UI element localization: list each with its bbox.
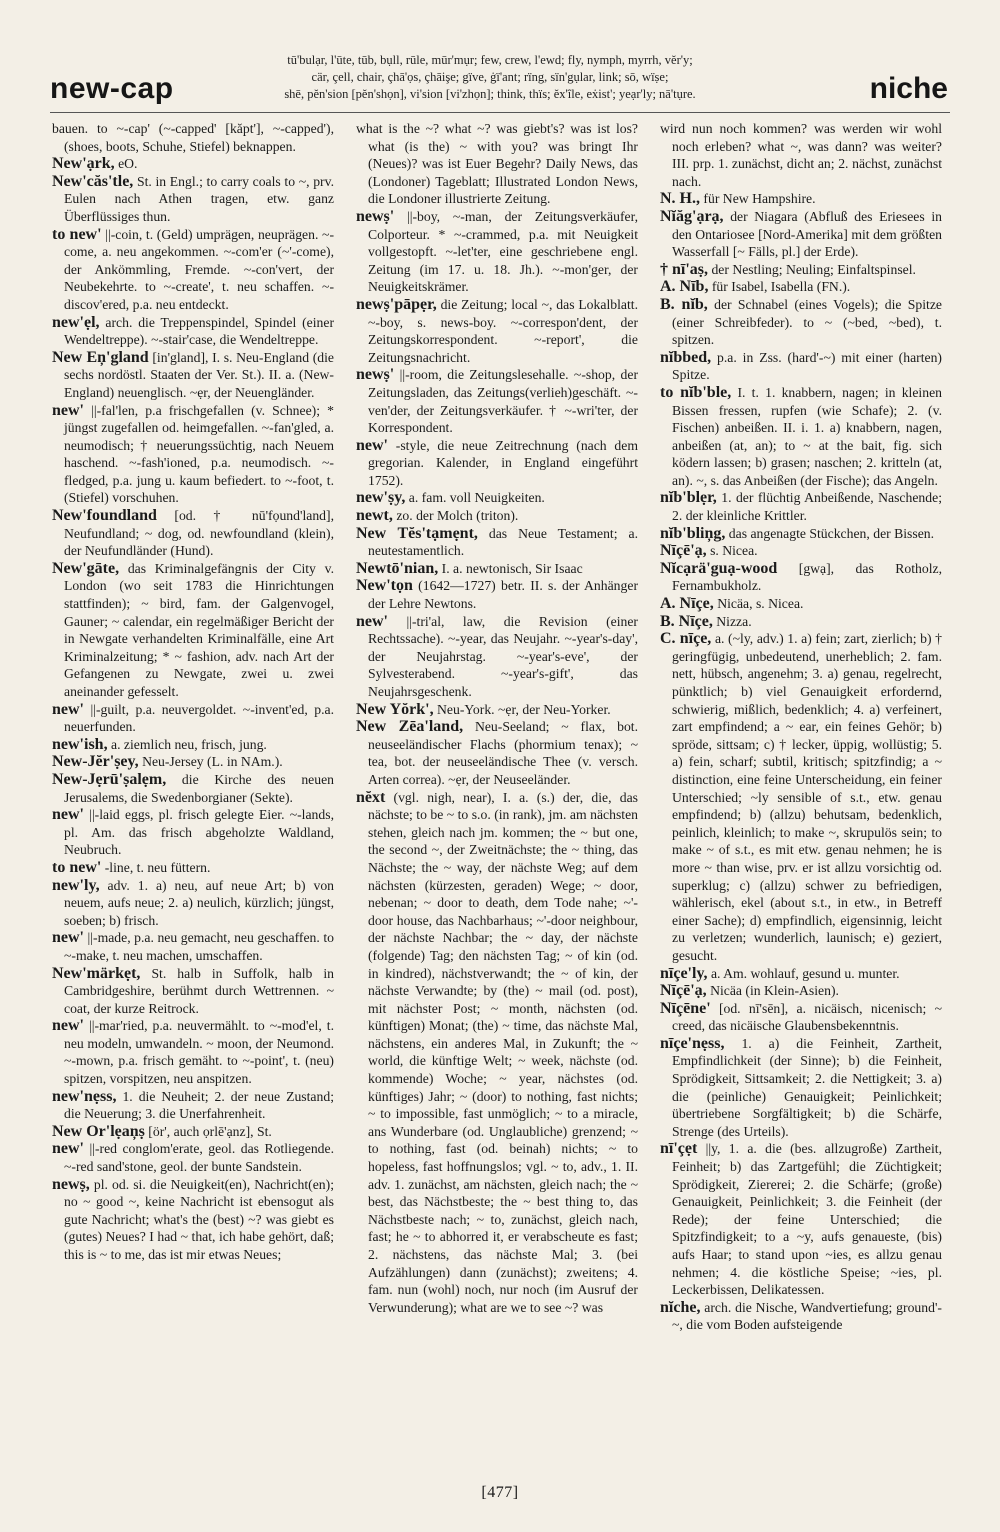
dictionary-entry [52, 771, 334, 806]
dictionary-entry [660, 1035, 942, 1141]
entry-headword: New'tọn [356, 577, 413, 595]
dictionary-entry [52, 1176, 334, 1264]
entry-definition: ||-tri'al, law, die Revision (einer Rechtssache). ~-year, das Neujahr. ~-year's-day', der Neujahrstag. ~-year's-eve', der Sylvesterabend. ~-year's-gift', das Neujahrsgeschenk. [368, 613, 638, 699]
entry-headword: nĭb'bliņg, [660, 524, 726, 542]
entry-definition: ||-mar'ried, p.a. neuvermählt. to ~-mod'el, t. neu modeln, umwandeln. ~ moon, der Neumond. ~-mown, p.a. frisch gemäht. to ~-point', t. (neu) spitzen, vorspitzen, neu anspitzen. [64, 1018, 334, 1087]
dictionary-entry [660, 120, 942, 190]
dictionary-entry [52, 402, 334, 508]
dictionary-entry [52, 701, 334, 736]
entry-definition: a. (~ly, adv.) 1. a) fein; zart, zierlich; b) † geringfügig, unbedeutend, unerheblich; 2. fam. nett, hübsch, angenehm; 3. a) genau, regelrecht, pünktlich; b) viel Genauigkeit erfordernd, schwierig, mißlich, bedenklich; 4. a) verfeinert, zart empfindend; a ~ ear, ein feines Gehör; b) spröde, sittsam; c) † lecker, üppig, wollüstig; 5. a) fein, scharf; subtil, kritisch; spitzfindig; a ~ distinction, eine feine Unterscheidung, ein feiner Unterschied; ~ly sensible of s.t., etw. genau empfindend; b) (allzu) behutsam, bedenklich, peinlich, kleinlich; to make ~, skrupulös sein; to make ~ of s.t., es mit etw. genau nehmen; he is more ~ than wise, prv. er ist allzu vorsichtig od. superklug; c) (allzu) schwer zu befriedigen, wählerisch, ekel (about s.t., in etw., in Betreff einer Sache); d) empfindlich, eigensinnig, leicht zu verletzen; wunderlich, launisch; e) geziert, gesucht. [672, 631, 942, 963]
entry-headword: New-Jẹrū'ṣalẹm, [52, 770, 167, 788]
entry-definition: [gwạ], das Rotholz, Fernambukholz. [672, 560, 942, 594]
dictionary-entry [660, 542, 942, 560]
dictionary-entry [660, 296, 942, 349]
entry-definition: arch. die Nische, Wandvertiefung; ground'-~, die vom Boden aufsteigende [672, 1299, 942, 1333]
header-rule [50, 112, 950, 113]
entry-headword: nĭche, [660, 1298, 701, 1316]
page-number: [477] [481, 1484, 519, 1501]
entry-headword: new' [52, 700, 84, 718]
entry-headword: Nĭcạrä'guạ-wood [660, 559, 778, 577]
entry-headword: New Yŏrk', [356, 700, 434, 718]
entry-definition: ||-fal'len, p.a frischgefallen (v. Schnee); * jüngst zugefallen od. heimgefallen. ~-fan'gled, a. neumodisch; † neuerungssüchtig, nach Neuem haschend. ~-fash'ioned, p.a. neumodisch. ~-fledged, p.a. jung u. kaum befiedert. to ~-foot, t. (Stiefel) vorschuhen. [64, 402, 334, 506]
right-guide-word: niche [869, 72, 948, 105]
entry-headword: newṣ'pāpẹr, [356, 295, 437, 313]
dictionary-entry [52, 806, 334, 859]
entry-definition: I. a. newtonisch, Sir Isaac [441, 560, 583, 576]
dictionary-entry [660, 525, 942, 543]
entry-definition: what is the ~? what ~? was giebt's? was ist los? what (is the) ~ with you? was bringt Ihr (Neues)? was ist Euer Begehr? Daily News, das (Londoner) Tageblatt; Illustrated London News, die Londoner illustrierte Zeitung. [356, 121, 638, 207]
entry-headword: New'märkẹt, [52, 964, 141, 982]
entry-definition: ||y, 1. a. die (bes. allzugroße) Zartheit, Feinheit; b) das Zartgefühl; die Züchtigkeit; Sprödigkeit, Ziererei; 2. die Schärfe; (große) Genauigkeit, Peinlichkeit; 3. die Feinheit (der Rede); der feine Unterschied; die Spitzfindigkeit; to a ~y, aufs genaueste, (bis) aufs Haar; to stand upon ~ies, es allzu genau nehmen; 4. die köstliche Speise; ~ies, pl. Leckerbissen, Delikatessen. [672, 1141, 942, 1298]
entry-headword: Nīçēne' [660, 999, 711, 1017]
entry-headword: new'ish, [52, 735, 108, 753]
dictionary-entry [356, 437, 638, 490]
dictionary-entry [660, 560, 942, 595]
entry-headword: newṣ, [52, 1175, 90, 1193]
dictionary-entry [52, 507, 334, 560]
dictionary-entry [356, 577, 638, 612]
entry-definition: für Isabel, Isabella (FN.). [711, 279, 851, 295]
entry-headword: to nĭb'ble, [660, 383, 732, 401]
dictionary-entry [356, 560, 638, 578]
entry-definition: ||-boy, ~-man, der Zeitungsverkäufer, Colporteur. * ~-crammed, p.a. mit Neuigkeit vollgestopft. ~-let'ter, eine geschriebene engl. Zeitung (im 17. u. 18. Jh.). ~-mon'ger, der Neuigkeitskrämer. [368, 208, 638, 295]
dictionary-entry [660, 613, 942, 631]
entry-definition: der Nestling; Neuling; Einfaltspinsel. [711, 261, 916, 277]
entry-headword: to new' [52, 225, 102, 243]
dictionary-entry [52, 349, 334, 402]
entry-headword: † nī'aṣ, [660, 260, 709, 278]
entry-definition: -style, die neue Zeitrechnung (nach dem gregorian. Kalender, in England eingeführt 1752). [368, 437, 638, 488]
entry-headword: nĭb'blẹr, [660, 489, 717, 507]
entry-definition: (vgl. nigh, near), I. a. (s.) der, die, das nächste; to be ~ to s.o. (in rank), jm. am nächsten stehen, gleich nach jm. kommen; the ~ but one, the second ~, der Zweitnächste; the ~ thing, das Nächste; the ~ way, der nächste Weg; auf dem nächsten (kürzesten, geraden) Wege; ~ door, nebenan; ~ door to death, dem Tode nahe; ~'-door house, das Nachbarhaus; ~'-door neighbour, der nächste Nachbar; the ~ day, der nächste (folgende) Tag; den nächsten Tag; ~ of kin (od. in kindred), nächstverwandt; the ~ of kin, der nächste Verwandte; by (the) ~ mail (od. post), mit nächster Post; ~ month, nächsten (od. künftigen) Monat; (the) ~ time, das nächste Mal, nächstens, ein anderes Mal, in Zukunft; the ~ world, die künftige Welt; ~ week, nächste (od. kommende) Woche; ~ year, nächstes (od. künftiges) Jahr; ~ (door) to nothing, fast nichts; ~ to impossible, fast unmöglich; ~ to a miracle, ans Wunderbare (od. Unglaubliche) grenzend; ~ to nothing, fast (od. beinah) nichts; ~ to hopeless, fast hoffnungslos; vgl. ~ to, adv., 1. II. adv. 1. zunächst, am nächsten, gleich nach; the ~ best, das Nächstbeste; the ~ best thing to, das Nächstbeste nach; ~ to, zunächst, gleich nach, fast; he ~ to abhorred it, er verabscheute es fast; 2. nächstens, das nächste Mal; 3. (bei Aufzählungen) dann (zunächst); zweitens; 4. fam. nun (wohl) noch, nur noch (im Ausruf der Verwunderung); what are we to see ~? was [368, 789, 638, 1315]
entry-definition: [od. † nū'fọund'land], Neufundland; ~ dog, od. newfoundland (klein), der Neufundländer (Hund). [64, 508, 334, 559]
entry-definition: [in'gland], I. s. Neu-England (die sechs nordöstl. Staaten der Ver. St.). II. a. (New-England) neuenglisch. ~ẹr, der Neuengländer. [64, 349, 334, 400]
pronunciation-line: shē, pĕn'sion [pĕn'shọn], vi'sion [vi'zhọn]; think, thïs; ĕx'île, eẋist'; yeạr'ly; nā'tụre. [284, 87, 696, 101]
dictionary-entry [660, 1000, 942, 1035]
entry-definition: das Kriminalgefängnis der City v. London (wo seit 1783 die Hinrichtungen stattfinden); ~ bird, fam. der Galgenvogel, Gauner; ~ calendar, ein regelmäßiger Bericht der in Newgate verhandelten Kriminalfälle, eine Art Kriminalzeitung; * ~ fashion, adv. nach Art der Gefangenen zu Newgate, zwei u. zwei aneinander gefesselt. [64, 560, 334, 699]
entry-definition: Neu-Seeland; ~ flax, bot. neuseeländischer Flachs (phormium tenax); ~ tea, bot. der neuseeländische Thee (v. versch. Arten correa). ~ẹr, der Neuseeländer. [368, 719, 638, 787]
entry-definition: das angenagte Stückchen, der Bissen. [728, 525, 935, 541]
entry-headword: newt, [356, 507, 393, 525]
dictionary-entry [660, 1299, 942, 1334]
pronunciation-key [190, 52, 790, 103]
entry-definition: wird nun noch kommen? was werden wir wohl noch erleben? what ~, was dann? was weiter? III. prp. 1. zunächst, dicht an; 2. nächst, zunächst nach. [660, 121, 942, 189]
entry-definition: St. halb in Suffolk, halb in Cambridgeshire, berühmt durch Wettrennen. ~ coat, der kurze Reitrock. [64, 965, 334, 1016]
entry-headword: New'foundland [52, 507, 157, 525]
dictionary-entry [356, 489, 638, 507]
dictionary-entry [52, 929, 334, 964]
entry-definition: -line, t. neu füttern. [104, 859, 211, 875]
dictionary-entry [356, 507, 638, 525]
entry-definition: ||-made, p.a. neu gemacht, neu geschaffen. to ~-make, t. neu machen, umschaffen. [64, 930, 334, 963]
entry-headword: nīçe'nẹss, [660, 1034, 725, 1052]
pronunciation-line: cär, çell, chair, çhā'ọs, çhāişe; gïve, ġï'ant; rïng, sïn'gụlar, link; sō, wïṣe; [311, 70, 669, 84]
entry-headword: B. nĭb, [660, 295, 708, 313]
entry-headword: new'ẹl, [52, 313, 100, 331]
entry-definition: ||-laid eggs, pl. frisch gelegte Eier. ~-lands, pl. Am. das frisch abgeholzte Waldland, Neubruch. [64, 807, 334, 858]
entry-definition: a. Am. wohlauf, gesund u. munter. [710, 965, 900, 981]
entry-definition: Nicäa (in Klein-Asien). [710, 983, 839, 999]
page-footer [0, 1484, 1000, 1502]
entry-definition: ||-guilt, p.a. neuvergoldet. ~-invent'ed, p.a. neuerfunden. [64, 701, 334, 735]
dictionary-entry [660, 595, 942, 613]
entry-definition: die Kirche des neuen Jerusalems, die Swedenborgianer (Sekte). [64, 771, 334, 805]
entry-headword: New Eņ'gland [52, 348, 149, 366]
entry-headword: nĕxt [356, 788, 386, 806]
dictionary-entry [660, 965, 942, 983]
entry-headword: new'ly, [52, 876, 100, 894]
dictionary-entry [356, 208, 638, 296]
entry-definition: I. t. 1. knabbern, nagen; in kleinen Bissen fressen, rupfen (wie Schafe); 2. (v. Fischen) anbeißen. II. i. 1. a) knabbern, nagen, anbeißen (at, an); to ~ at the bait, fig. sich ködern lassen; b) grasen; naschen; 2. kritteln (at, an). ~, s. das Anbeißen (der Fische); das Angeln. [672, 384, 942, 488]
entry-headword: N. H., [660, 190, 700, 208]
entry-headword: Nīçē'ạ, [660, 982, 707, 1000]
entry-headword: new' [52, 401, 84, 419]
dictionary-entry [52, 859, 334, 877]
entry-definition: Nizza. [716, 613, 752, 629]
column-3 [660, 120, 942, 1475]
entry-headword: Nīçē'ạ, [660, 542, 707, 560]
dictionary-entry [660, 489, 942, 524]
dictionary-entry [660, 278, 942, 296]
entry-headword: new' [52, 1140, 84, 1158]
dictionary-entry [52, 1123, 334, 1141]
entry-headword: nī'çẹt [660, 1140, 698, 1158]
dictionary-entry [52, 314, 334, 349]
entry-headword: new'ṣy, [356, 489, 406, 507]
dictionary-entry [660, 982, 942, 1000]
entry-headword: New-Jĕr'ṣey, [52, 753, 139, 771]
entry-definition: a. ziemlich neu, frisch, jung. [111, 736, 267, 752]
left-guide-word: new-cap [50, 72, 174, 105]
entry-definition: ||-red conglom'erate, geol. das Rotliegende. ~-red sand'stone, geol. der bunte Sandstein. [64, 1141, 334, 1175]
entry-definition: s. Nicea. [710, 543, 758, 559]
entry-definition: adv. 1. a) neu, auf neue Art; b) von neuem, aufs neue; 2. a) neulich, kürzlich; jüngst, soeben; b) frisch. [64, 877, 334, 928]
entry-headword: nĭbbed, [660, 348, 712, 366]
dictionary-entry [52, 877, 334, 930]
dictionary-entry [52, 120, 334, 155]
dictionary-entry [52, 1140, 334, 1175]
entry-headword: new' [356, 612, 388, 630]
entry-definition: (1642—1727) betr. II. s. der Anhänger der Lehre Newtons. [368, 578, 638, 612]
entry-headword: new' [52, 1017, 84, 1035]
dictionary-entry [356, 120, 638, 208]
entry-definition: eO. [118, 156, 138, 172]
dictionary-entry [356, 296, 638, 366]
entry-definition: der Niagara (Abfluß des Eriesees in den Ontariosee [Nord-Amerika] mit dem größten Wasserfall [~ Fälls, pl.] der Erde). [672, 208, 942, 260]
entry-headword: Nĭăg'ạrạ, [660, 207, 724, 225]
entry-definition: Neu-York. ~ẹr, der Neu-Yorker. [437, 701, 611, 717]
entry-headword: A. Nīçe, [660, 595, 714, 613]
dictionary-entry [356, 613, 638, 701]
entry-definition: ||-coin, t. (Geld) umprägen, neuprägen. ~-come, a. neu angekommen. ~-com'er (~'-come), der Ankömmling, Fremde. ~-con'vert, der Neubekehrte. to ~-create', t. neu schaffen. ~-discov'ered, p.a. neu entdeckt. [64, 226, 334, 312]
page-header [0, 0, 1000, 118]
dictionary-entry [356, 366, 638, 436]
entry-headword: New Or'lẹaņṣ [52, 1122, 145, 1140]
entry-headword: New'ạrk, [52, 155, 115, 173]
dictionary-entry [356, 701, 638, 719]
dictionary-entry [660, 384, 942, 490]
dictionary-entry [52, 736, 334, 754]
entry-headword: Newtō'nian, [356, 559, 439, 577]
entry-headword: New'căs'tle, [52, 172, 134, 190]
entry-headword: A. Nīb, [660, 278, 709, 296]
dictionary-entry [356, 525, 638, 560]
entry-definition: zo. der Molch (triton). [396, 508, 519, 524]
entry-headword: new' [356, 436, 388, 454]
entry-definition: Nicäa, s. Nicea. [717, 596, 804, 612]
dictionary-entry [660, 1140, 942, 1298]
entry-definition: das Neue Testament; a. neutestamentlich. [368, 525, 638, 559]
dictionary-entry [356, 718, 638, 788]
pronunciation-line: tū'bulạr, l'ūte, tūb, bụll, rūle, mūr'mụr; few, crew, l'ewd; fly, nymph, myrrh, vĕr'y; [287, 53, 693, 67]
dictionary-entry [52, 1017, 334, 1087]
entry-definition: Neu-Jersey (L. in NAm.). [142, 754, 283, 770]
entry-headword: New Zēa'land, [356, 718, 464, 736]
entry-headword: New Tĕs'tạmẹnt, [356, 524, 478, 542]
dictionary-entry [52, 753, 334, 771]
dictionary-entry [52, 1088, 334, 1123]
entry-definition: 1. die Neuheit; 2. der neue Zustand; die Neuerung; 3. die Unerfahrenheit. [64, 1088, 334, 1122]
entry-headword: C. nīçe, [660, 630, 712, 648]
entry-headword: New'gāte, [52, 559, 120, 577]
entry-headword: to new' [52, 858, 102, 876]
entry-definition: St. in Engl.; to carry coals to ~, prv. Eulen nach Athen tragen, etw. ganz Überflüssiges thun. [64, 173, 334, 224]
entry-headword: newṣ' [356, 207, 395, 225]
dictionary-entry [52, 965, 334, 1018]
entry-definition: pl. od. si. die Neuigkeit(en), Nachricht(en); no ~ good ~, keine Nachricht ist ebensogut als gute Nachricht; what's the (best) ~? was giebt es (gutes) Neues? I had ~ that, ich habe gehört, daß; this is ~ to me, das ist mir etwas Neues; [64, 1176, 334, 1262]
entry-definition: 1. a) die Feinheit, Zartheit, Empfindlichkeit (der Sinne); b) die Feinheit, Sprödigkeit, Sittsamkeit; 2. die Nettigkeit; 3. a) die (peinliche) Genauigkeit; Peinlichkeit; übertriebene Sorgfältigkeit; b) die Schärfe, Strenge (des Urteils). [672, 1035, 942, 1139]
dictionary-entry [660, 208, 942, 261]
dictionary-entry [660, 261, 942, 279]
entry-headword: new'nẹss, [52, 1087, 117, 1105]
column-1 [52, 120, 334, 1475]
dictionary-entry [356, 789, 638, 1317]
entry-definition: p.a. in Zss. (hard'-~) mit einer (harten) Spitze. [672, 349, 942, 383]
entry-definition: der Schnabel (eines Vogels); die Spitze (einer Schreibfeder). to ~ (~bed, ~bed), t. spitzen. [672, 296, 942, 348]
entry-definition: a. fam. voll Neuigkeiten. [408, 490, 545, 506]
entry-headword: new' [52, 806, 84, 824]
dictionary-entry [660, 630, 942, 964]
entry-headword: nīçe'ly, [660, 964, 708, 982]
entry-headword: new' [52, 929, 84, 947]
entry-definition: bauen. to ~-cap' (~-capped' [kăpt'], ~-capped'), (shoes, boots, Schuhe, Stiefel) beknappen. [52, 121, 334, 154]
entry-definition: die Zeitung; local ~, das Lokalblatt. ~-boy, s. news-boy. ~-correspon'dent, der Zeitungskorrespondent. ~-report', die Zeitungsnachricht. [368, 296, 638, 365]
entry-definition: arch. die Treppenspindel, Spindel (einer Wendeltreppe). ~-stair'case, die Wendeltreppe. [64, 314, 334, 348]
entry-headword: B. Nīçe, [660, 612, 713, 630]
dictionary-entry [52, 226, 334, 314]
dictionary-entry [52, 173, 334, 226]
entry-definition: 1. der flüchtig Anbeißende, Naschende; 2. der kleinliche Krittler. [672, 490, 942, 524]
entry-definition: [od. nī'sēn], a. nicäisch, nicenisch; ~ creed, das nicäische Glaubensbekenntnis. [672, 1000, 942, 1034]
entry-headword: newṣ' [356, 366, 395, 384]
dictionary-entry [660, 190, 942, 208]
entry-definition: [ör', auch ọrlē'ạnz], St. [148, 1123, 272, 1139]
dictionary-entry [52, 560, 334, 701]
dictionary-entry [52, 155, 334, 173]
dictionary-entry [660, 349, 942, 384]
entry-definition: für New Hampshire. [703, 191, 816, 207]
column-2 [356, 120, 638, 1475]
entry-definition: ||-room, die Zeitungslesehalle. ~-shop, der Zeitungsladen, das Zeitungs(verlieh)geschäft. ~-ven'der, der Zeitungsverkäufer. † ~-wri'ter, der Korrespondent. [368, 367, 638, 436]
dictionary-columns [52, 120, 952, 1475]
